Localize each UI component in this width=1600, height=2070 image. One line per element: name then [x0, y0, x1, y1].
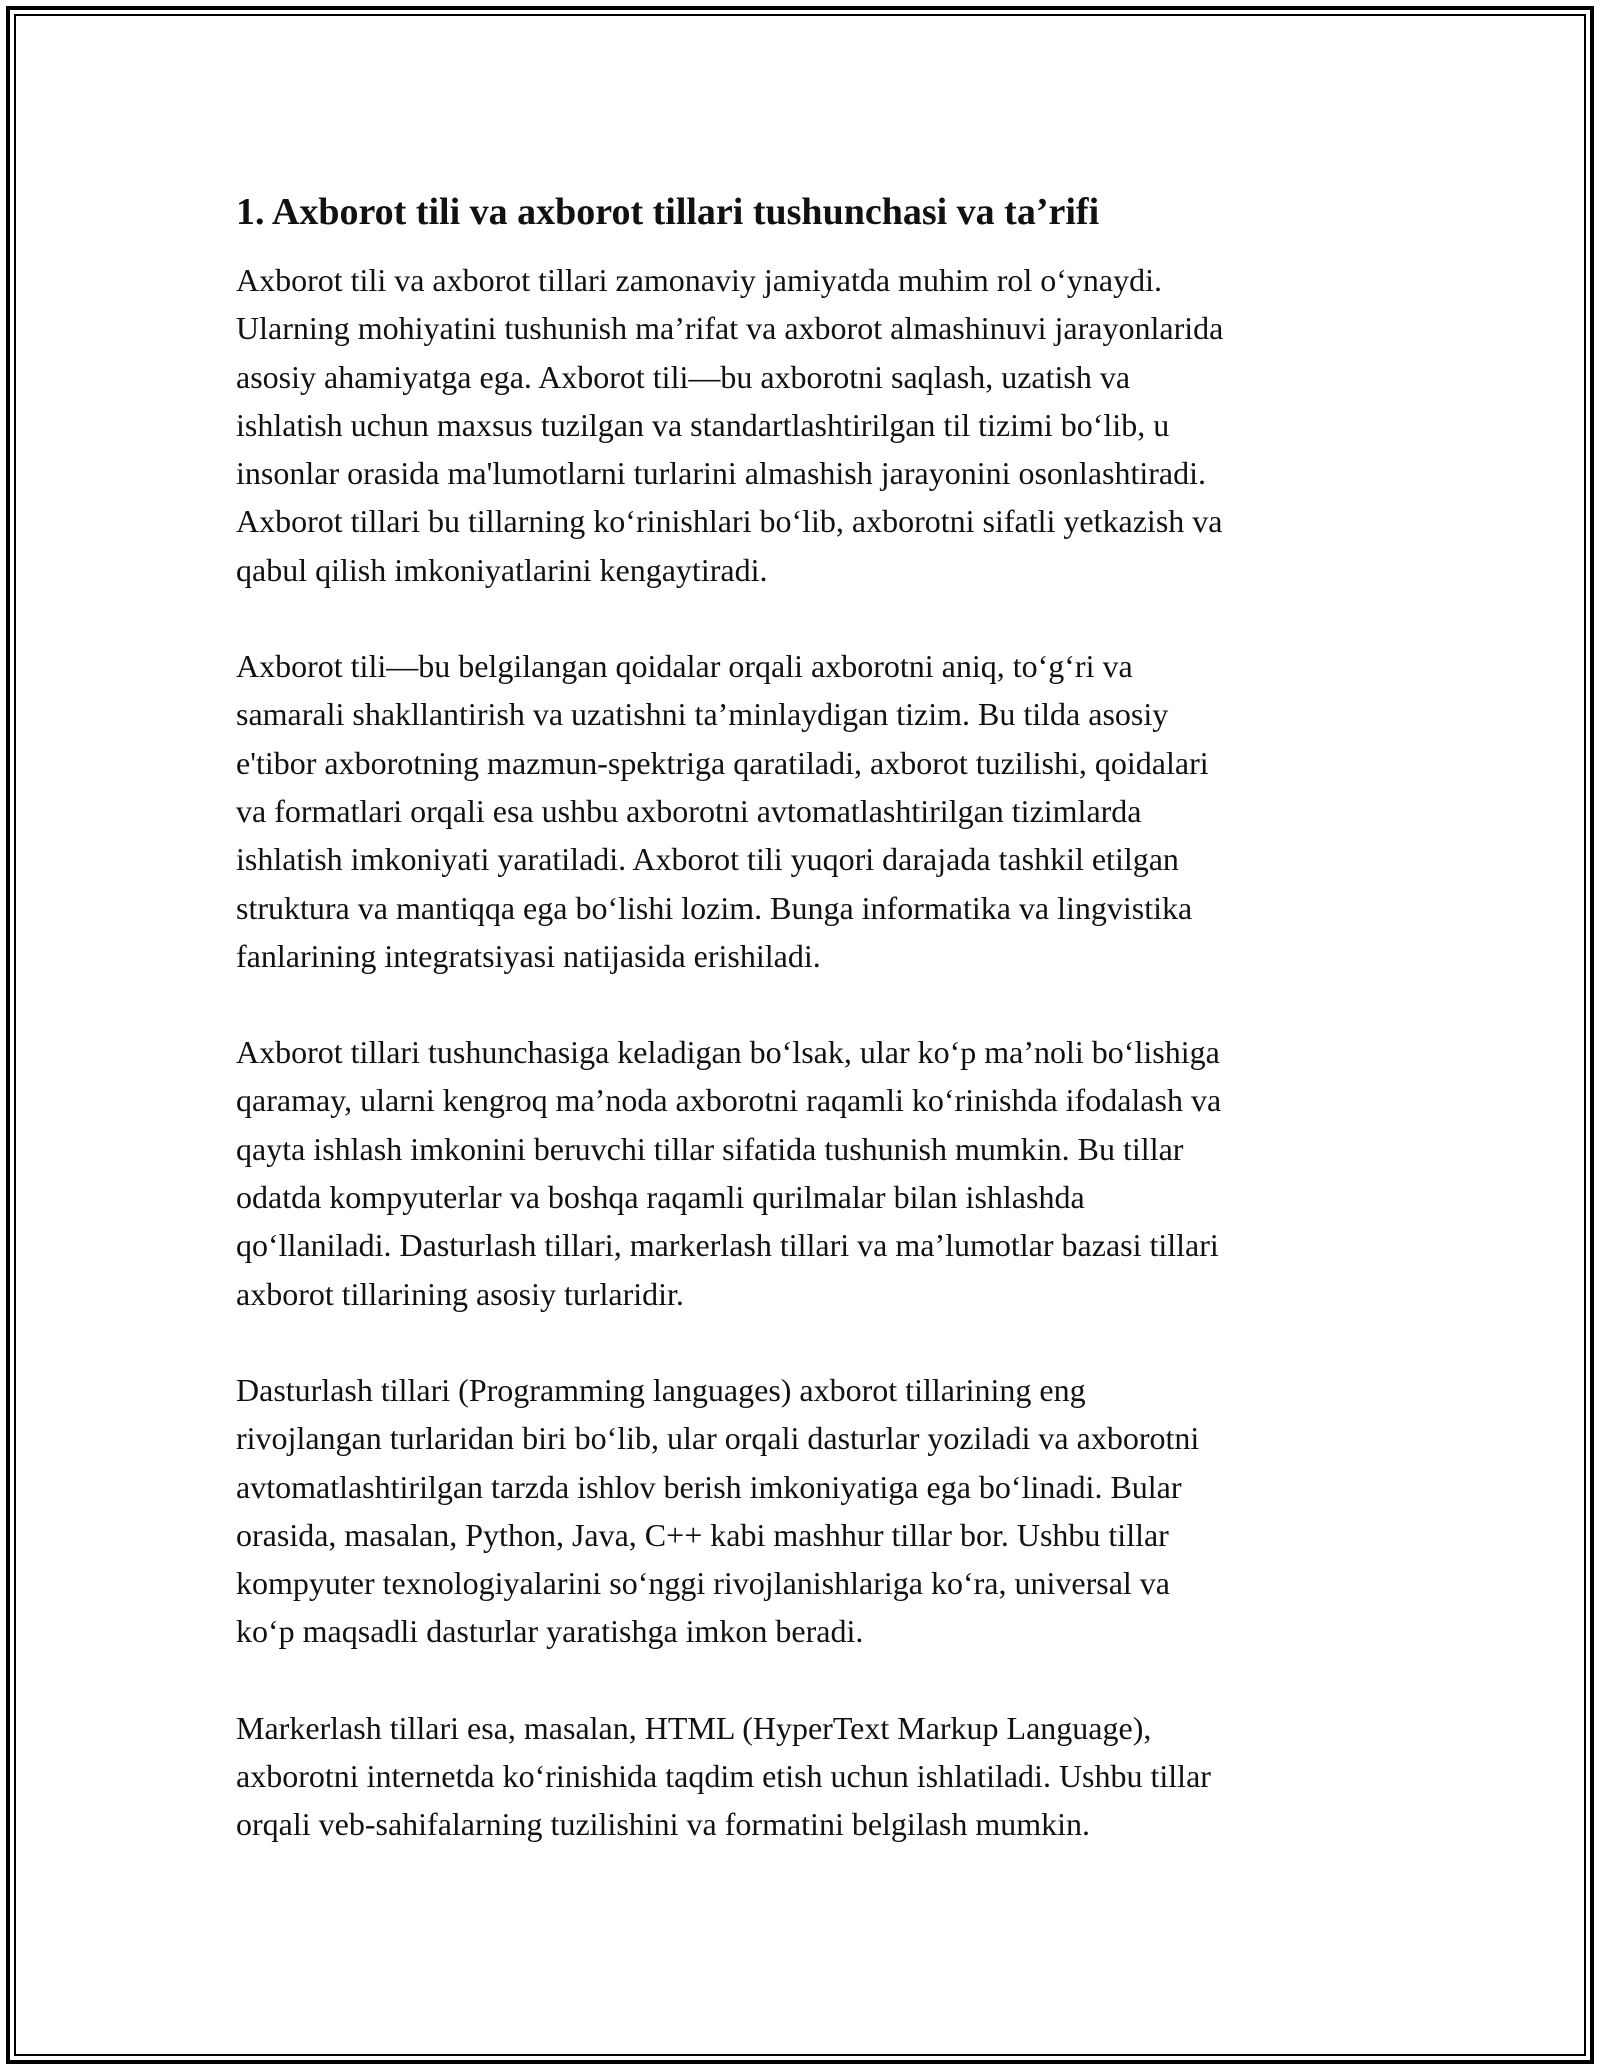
- document-body: [236, 186, 1376, 1897]
- paragraph-line: Axborot tili va axborot tillari zamonaviy jamiyatda muhim rol o‘ynaydi.: [236, 262, 1163, 298]
- paragraph-line: ishlatish uchun maxsus tuzilgan va standartlashtirilgan til tizimi bo‘lib, u: [236, 406, 1170, 443]
- paragraph-line: Axborot tillari bu tillarning ko‘rinishlari bo‘lib, axborotni sifatli yetkazish va: [236, 503, 1223, 540]
- paragraph-line: qayta ishlash imkonini beruvchi tillar sifatida tushunish mumkin. Bu tillar: [236, 1130, 1184, 1167]
- paragraph-line: axborotni internetda ko‘rinishida taqdim etish uchun ishlatiladi. Ushbu tillar: [236, 1758, 1211, 1795]
- paragraph-line: e'tibor axborotning mazmun-spektriga qaratiladi, axborot tuzilishi, qoidalari: [236, 744, 1209, 781]
- paragraph-line: struktura va mantiqqa ega bo‘lishi lozim. Bunga informatika va lingvistika: [236, 889, 1193, 926]
- paragraph-line: Markerlash tillari esa, masalan, HTML (HyperText Markup Language),: [236, 1709, 1152, 1746]
- paragraph-line: fanlarining integratsiyasi natijasida erishiladi.: [236, 937, 821, 974]
- paragraph-1: [236, 256, 1376, 594]
- paragraph-line: insonlar orasida ma'lumotlarni turlarini almashish jarayonini osonlashtiradi.: [236, 455, 1206, 492]
- paragraph-line: Ularning mohiyatini tushunish ma’rifat va axborot almashinuvi jarayonlarida: [236, 310, 1224, 347]
- paragraph-line: qo‘llaniladi. Dasturlash tillari, markerlash tillari va ma’lumotlar bazasi tillari: [236, 1227, 1219, 1264]
- paragraph-line: orqali veb-sahifalarning tuzilishini va formatini belgilash mumkin.: [236, 1806, 1091, 1843]
- paragraph-list: [236, 256, 1376, 1849]
- paragraph-line: Axborot tili—bu belgilangan qoidalar orqali axborotni aniq, to‘g‘ri va: [236, 648, 1133, 685]
- paragraph-line: va formatlari orqali esa ushbu axborotni avtomatlashtirilgan tizimlarda: [236, 792, 1142, 829]
- paragraph-line: qabul qilish imkoniyatlarini kengaytiradi.: [236, 551, 768, 588]
- paragraph-4: [236, 1366, 1376, 1656]
- paragraph-line: odatda kompyuterlar va boshqa raqamli qurilmalar bilan ishlashda: [236, 1179, 1085, 1216]
- paragraph-3: [236, 1028, 1376, 1318]
- paragraph-5: [236, 1704, 1376, 1849]
- paragraph-line: axborot tillarining asosiy turlaridir.: [236, 1275, 684, 1312]
- paragraph-line: kompyuter texnologiyalarini so‘nggi rivojlanishlariga ko‘ra, universal va: [236, 1565, 1170, 1602]
- paragraph-line: Dasturlash tillari (Programming languages) axborot tillarining eng: [236, 1371, 1086, 1408]
- paragraph-line: samarali shakllantirish va uzatishni ta’minlaydigan tizim. Bu tilda asosiy: [236, 696, 1169, 733]
- paragraph-line: rivojlangan turlaridan biri bo‘lib, ular orqali dasturlar yoziladi va axborotni: [236, 1420, 1200, 1457]
- paragraph-line: ishlatish imkoniyati yaratiladi. Axborot tili yuqori darajada tashkil etilgan: [236, 841, 1179, 878]
- paragraph-line: qaramay, ularni kengroq ma’noda axborotni raqamli ko‘rinishda ifodalash va: [236, 1082, 1222, 1119]
- section-heading: 1. Axborot tili va axborot tillari tushunchasi va ta’rifi: [236, 191, 1100, 233]
- paragraph-line: ko‘p maqsadli dasturlar yaratishga imkon beradi.: [236, 1613, 864, 1650]
- paragraph-line: avtomatlashtirilgan tarzda ishlov berish imkoniyatiga ega bo‘linadi. Bular: [236, 1468, 1182, 1505]
- paragraph-line: asosiy ahamiyatga ega. Axborot tili—bu axborotni saqlash, uzatish va: [236, 358, 1131, 395]
- paragraph-2: [236, 642, 1376, 980]
- paragraph-line: orasida, masalan, Python, Java, C++ kabi mashhur tillar bor. Ushbu tillar: [236, 1516, 1169, 1553]
- paragraph-line: Axborot tillari tushunchasiga keladigan bo‘lsak, ular ko‘p ma’noli bo‘lishiga: [236, 1034, 1220, 1071]
